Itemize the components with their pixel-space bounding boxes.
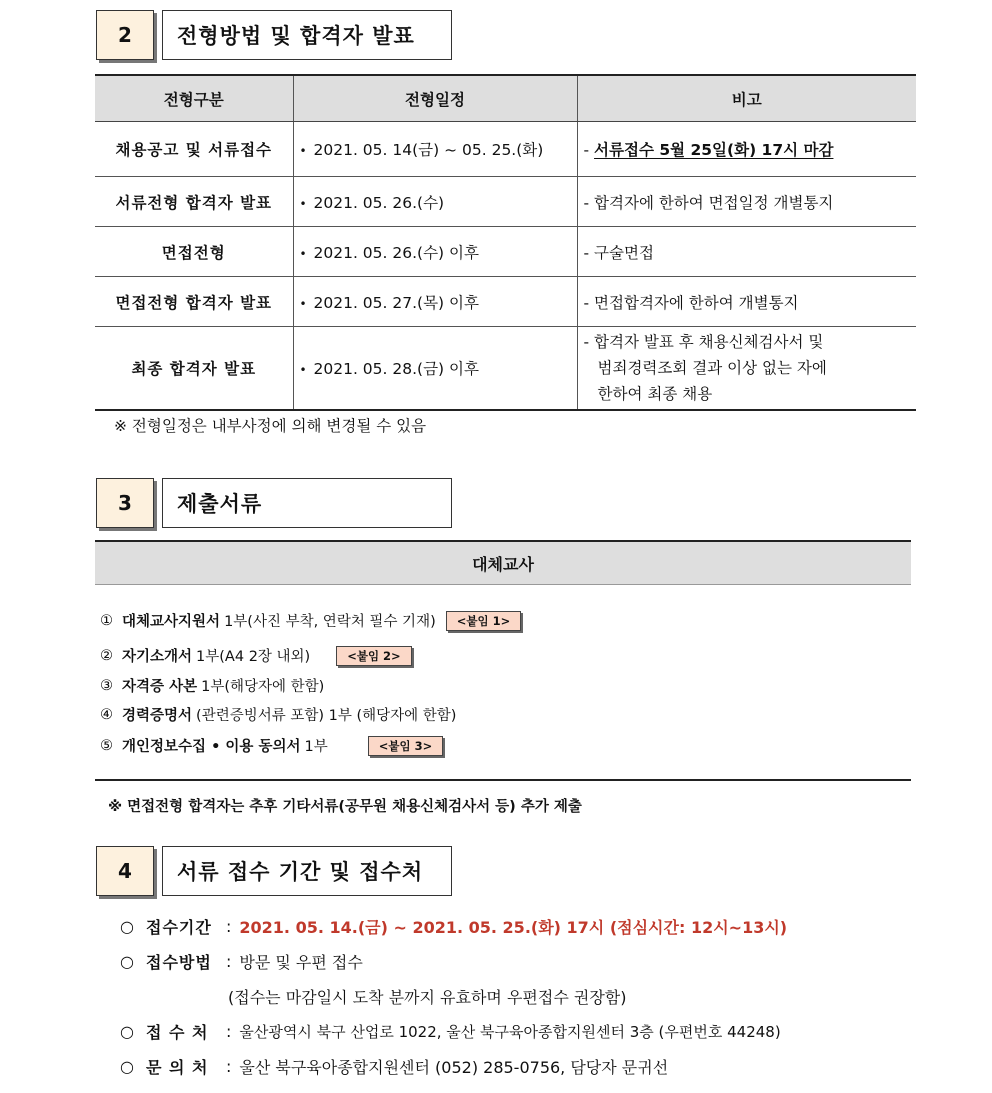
attachment-tag: <붙임 1>: [446, 611, 522, 631]
date-cell: • 2021. 05. 27.(목) 이후: [293, 277, 577, 327]
section-4-number: 4: [96, 846, 154, 896]
document-item: ③ 자격증 사본 1부(해당자에 한함): [100, 677, 325, 695]
divider: [95, 779, 911, 781]
column-header: 비고: [577, 75, 916, 122]
deadline-note: 서류접수 5월 25일(화) 17시 마감: [594, 141, 834, 159]
category-cell: 채용공고 및 서류접수: [95, 122, 293, 177]
schedule-footnote: ※ 전형일정은 내부사정에 의해 변경될 수 있음: [114, 417, 427, 435]
period-value: 2021. 05. 14.(금) ~ 2021. 05. 25.(화) 17시 (점심시간: 12시~13시): [239, 918, 788, 937]
column-header: 전형구분: [95, 75, 293, 122]
date-cell: • 2021. 05. 26.(수): [293, 177, 577, 227]
column-header: 전형일정: [293, 75, 577, 122]
note-cell: - 면접합격자에 한하여 개별통지: [577, 277, 916, 327]
category-cell: 최종 합격자 발표: [95, 327, 293, 411]
section-4-title: 서류 접수 기간 및 접수처: [162, 846, 452, 896]
document-item: ⑤ 개인정보수집 • 이용 동의서 1부 <붙임 3>: [100, 735, 443, 756]
document-item: ② 자기소개서 1부(A4 2장 내외) <붙임 2>: [100, 645, 412, 666]
note-cell: - 서류접수 5월 25일(화) 17시 마감: [577, 122, 916, 177]
table-row: [95, 327, 916, 411]
document-item: ① 대체교사지원서 1부(사진 부착, 연락처 필수 기재) <붙임 1>: [100, 610, 521, 631]
category-cell: 서류전형 합격자 발표: [95, 177, 293, 227]
table-row: [95, 277, 916, 327]
documents-header: 대체교사: [95, 540, 911, 585]
date-cell: • 2021. 05. 28.(금) 이후: [293, 327, 577, 411]
info-item-address: ○ 접 수 처 : 울산광역시 북구 산업로 1022, 울산 북구육아종합지원센터 3층 (우편번호 44248): [120, 1022, 781, 1042]
attachment-tag: <붙임 3>: [368, 736, 444, 756]
schedule-table: [95, 74, 916, 411]
method-subnote: (접수는 마감일시 도착 분까지 유효하며 우편접수 권장함): [228, 988, 627, 1007]
table-row: [95, 177, 916, 227]
date-cell: • 2021. 05. 14(금) ~ 05. 25.(화): [293, 122, 577, 177]
info-item-contact: ○ 문 의 처 : 울산 북구육아종합지원센터 (052) 285-0756, 담당자 문귀선: [120, 1057, 669, 1077]
table-row: [95, 227, 916, 277]
attachment-tag: <붙임 2>: [336, 646, 412, 666]
section-2-title: 전형방법 및 합격자 발표: [162, 10, 452, 60]
section-3-title: 제출서류: [162, 478, 452, 528]
documents-footnote: ※ 면접전형 합격자는 추후 기타서류(공무원 채용신체검사서 등) 추가 제출: [108, 799, 582, 815]
section-3-number: 3: [96, 478, 154, 528]
category-cell: 면접전형 합격자 발표: [95, 277, 293, 327]
category-cell: 면접전형: [95, 227, 293, 277]
table-row: [95, 122, 916, 177]
note-cell: - 구술면접: [577, 227, 916, 277]
note-cell: - 합격자에 한하여 면접일정 개별통지: [577, 177, 916, 227]
date-cell: • 2021. 05. 26.(수) 이후: [293, 227, 577, 277]
info-item-period: ○ 접수기간 : 2021. 05. 14.(금) ~ 2021. 05. 25.(화) 17시 (점심시간: 12시~13시): [120, 917, 788, 937]
document-item: ④ 경력증명서 (관련증빙서류 포함) 1부 (해당자에 한함): [100, 706, 457, 724]
note-cell: - 합격자 발표 후 채용신체검사서 및 범죄경력조회 결과 이상 없는 자에 한하여 최종 채용: [577, 327, 916, 411]
info-item-method: ○ 접수방법 : 방문 및 우편 접수: [120, 952, 363, 972]
section-2-number: 2: [96, 10, 154, 60]
table-header-row: [95, 75, 916, 122]
